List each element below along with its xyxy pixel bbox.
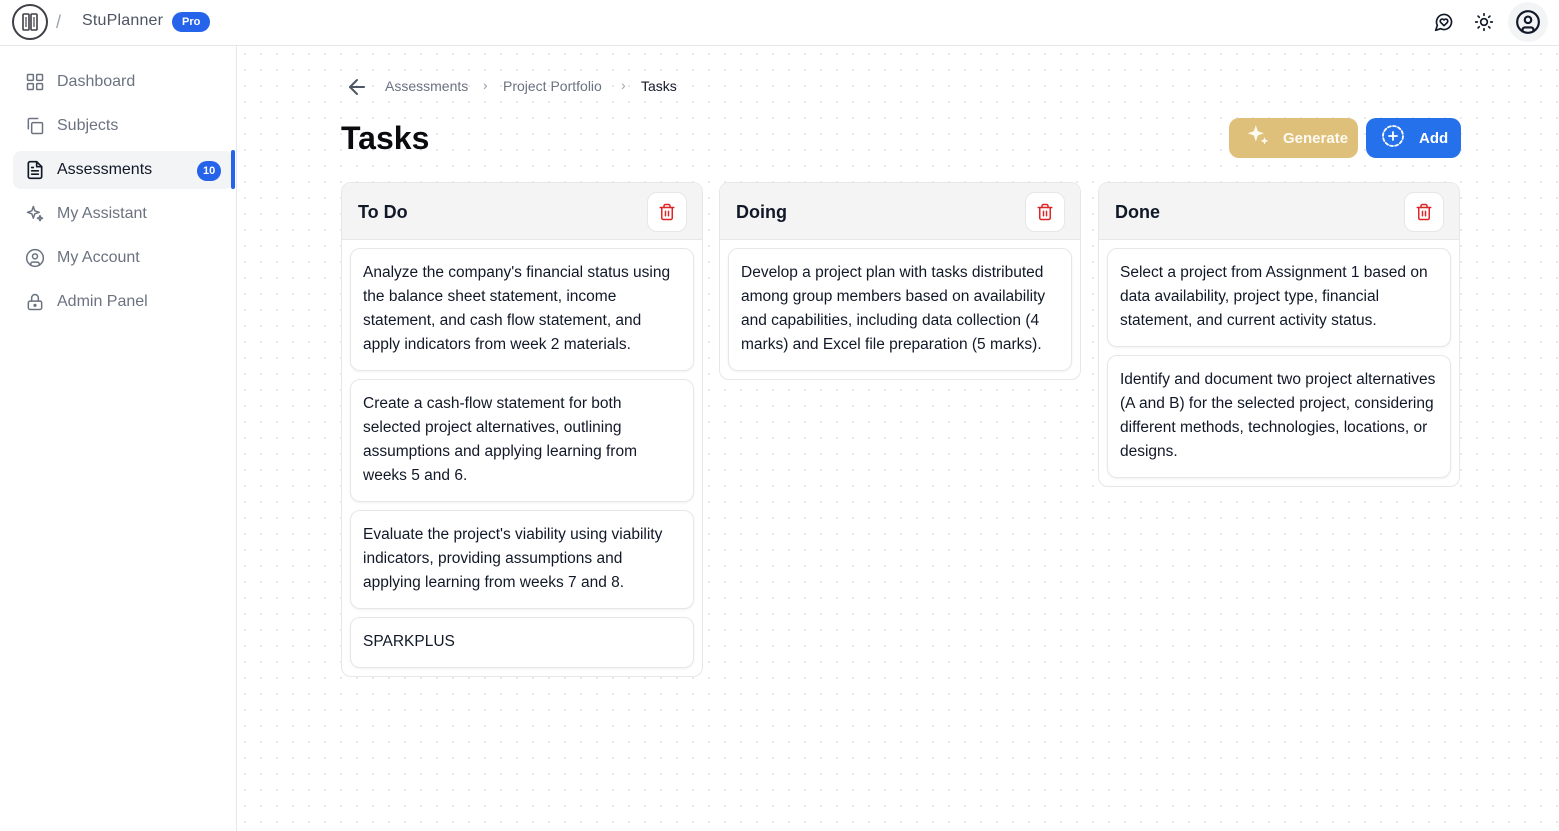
delete-column-button[interactable]	[1404, 192, 1444, 232]
trash-icon	[1036, 203, 1054, 221]
sidebar-item-my-account[interactable]	[13, 239, 233, 277]
sidebar-item-admin-panel[interactable]	[13, 283, 233, 321]
generate-button[interactable]	[1229, 118, 1358, 158]
trash-icon	[1415, 203, 1433, 221]
sidebar-item-assessments[interactable]	[13, 151, 233, 189]
task-card[interactable]: Identify and document two project alternatives (A and B) for the selected project, considering different methods, technologies, locations, or designs.	[1107, 355, 1451, 478]
sparkle-icon	[24, 203, 46, 225]
column-header	[342, 183, 702, 240]
add-button-label: Add	[1419, 129, 1449, 147]
column-title: Done	[1115, 202, 1160, 222]
task-card[interactable]: SPARKPLUS	[350, 617, 694, 668]
delete-column-button[interactable]	[1025, 192, 1065, 232]
sidebar	[0, 46, 237, 831]
sidebar-item-label: Subjects	[57, 117, 119, 134]
add-circle-icon	[1381, 124, 1405, 152]
breadcrumb-separator: ›	[483, 77, 488, 93]
book-logo-icon	[18, 10, 42, 34]
sidebar-item-label: My Assistant	[57, 205, 147, 222]
document-icon	[24, 159, 46, 181]
add-button[interactable]	[1366, 118, 1461, 158]
sidebar-item-my-assistant[interactable]	[13, 195, 233, 233]
task-card[interactable]: Analyze the company's financial status using the balance sheet statement, income statement, and cash flow statement, and apply indicators from week 2 materials.	[350, 248, 694, 371]
active-nav-indicator	[231, 150, 235, 189]
sidebar-item-dashboard[interactable]	[13, 63, 233, 101]
dashboard-icon	[24, 71, 46, 93]
column-done	[1098, 182, 1460, 487]
trash-icon	[658, 203, 676, 221]
title-separator: /	[56, 12, 62, 32]
task-card[interactable]: Evaluate the project's viability using viability indicators, providing assumptions and applying learning from weeks 7 and 8.	[350, 510, 694, 609]
breadcrumb-current-tasks: Tasks	[641, 78, 677, 94]
assessments-count-badge: 10	[197, 161, 221, 181]
column-title: Doing	[736, 202, 787, 222]
sidebar-item-label: Assessments	[57, 161, 153, 178]
top-bar	[0, 0, 1559, 46]
task-card[interactable]: Select a project from Assignment 1 based on data availability, project type, financial statement, and current activity status.	[1107, 248, 1451, 347]
app-name[interactable]: StuPlanner	[82, 12, 164, 29]
sidebar-item-label: Admin Panel	[57, 293, 148, 310]
page-title: Tasks	[341, 120, 430, 156]
task-card[interactable]: Develop a project plan with tasks distributed among group members based on availability and capabilities, including data collection (4 marks) and Excel file preparation (5 marks).	[728, 248, 1072, 371]
delete-column-button[interactable]	[647, 192, 687, 232]
sparkle-icon	[1245, 123, 1271, 153]
breadcrumb-separator: ›	[621, 77, 626, 93]
column-doing	[719, 182, 1081, 380]
subjects-icon	[24, 115, 46, 137]
task-card[interactable]: Create a cash-flow statement for both selected project alternatives, outlining assumptions and applying learning from weeks 5 and 6.	[350, 379, 694, 502]
user-avatar-icon	[1515, 9, 1541, 35]
app-logo[interactable]	[12, 4, 48, 40]
user-circle-icon	[24, 247, 46, 269]
user-avatar-button[interactable]	[1508, 2, 1548, 42]
sidebar-item-label: My Account	[57, 249, 140, 266]
column-header	[1099, 183, 1459, 240]
generate-button-label: Generate	[1283, 129, 1349, 147]
sidebar-item-subjects[interactable]	[13, 107, 233, 145]
breadcrumb-assessments[interactable]: Assessments	[385, 78, 469, 94]
theme-toggle-icon[interactable]	[1472, 10, 1496, 34]
column-title: To Do	[358, 202, 408, 222]
feedback-icon[interactable]	[1432, 10, 1456, 34]
breadcrumb-project-portfolio[interactable]: Project Portfolio	[503, 78, 602, 94]
lock-icon	[24, 291, 46, 313]
back-arrow-icon[interactable]	[345, 75, 369, 99]
plan-badge: Pro	[172, 12, 210, 32]
sidebar-item-label: Dashboard	[57, 73, 136, 90]
column-header	[720, 183, 1080, 240]
column-to-do	[341, 182, 703, 677]
